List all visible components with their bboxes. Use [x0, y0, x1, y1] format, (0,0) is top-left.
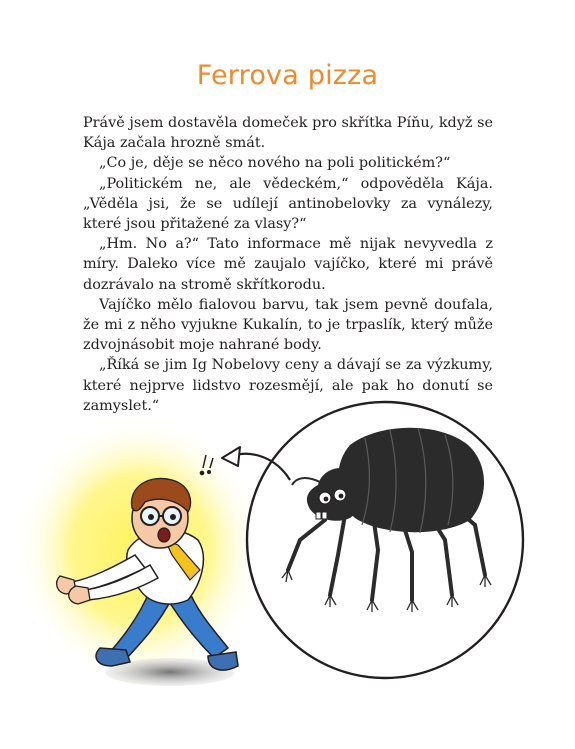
paragraph-4: „Hm. No a?“ Tato informace mě nijak nevyvedla z míry. Daleko více mě zaujalo vajíčko, které mi právě dozrávalo na stromě skřítkorodu.	[83, 236, 493, 293]
illustration	[0, 390, 575, 730]
paragraph-1: Právě jsem dostavěla domeček pro skřítka Píňu, když se Kája začala hrozně smát.	[83, 115, 493, 152]
paragraph-6: „Říká se jim Ig Nobelovy ceny a dávají se za výzkumy, které nejprve lidstvo rozesmějí, ale pak ho donutí se zamyslet.“	[83, 357, 493, 414]
story-text	[83, 113, 493, 416]
page-title: Ferrova pizza	[196, 60, 379, 91]
paragraph-5: Vajíčko mělo fialovou barvu, tak jsem pevně doufala, že mi z něho vyjukne Kukalín, to je trpaslík, který může zdvojnásobit moje nahrané body.	[83, 296, 493, 354]
paragraph-3: „Politickém ne, ale vědeckém,“ odpověděla Kája. „Věděla jsi, že se udílejí antinobelovky za vynálezy, které jsou přitažené za vlasy?“	[83, 175, 493, 233]
paragraph-2: „Co je, děje se něco nového na poli politickém?“	[99, 155, 451, 172]
